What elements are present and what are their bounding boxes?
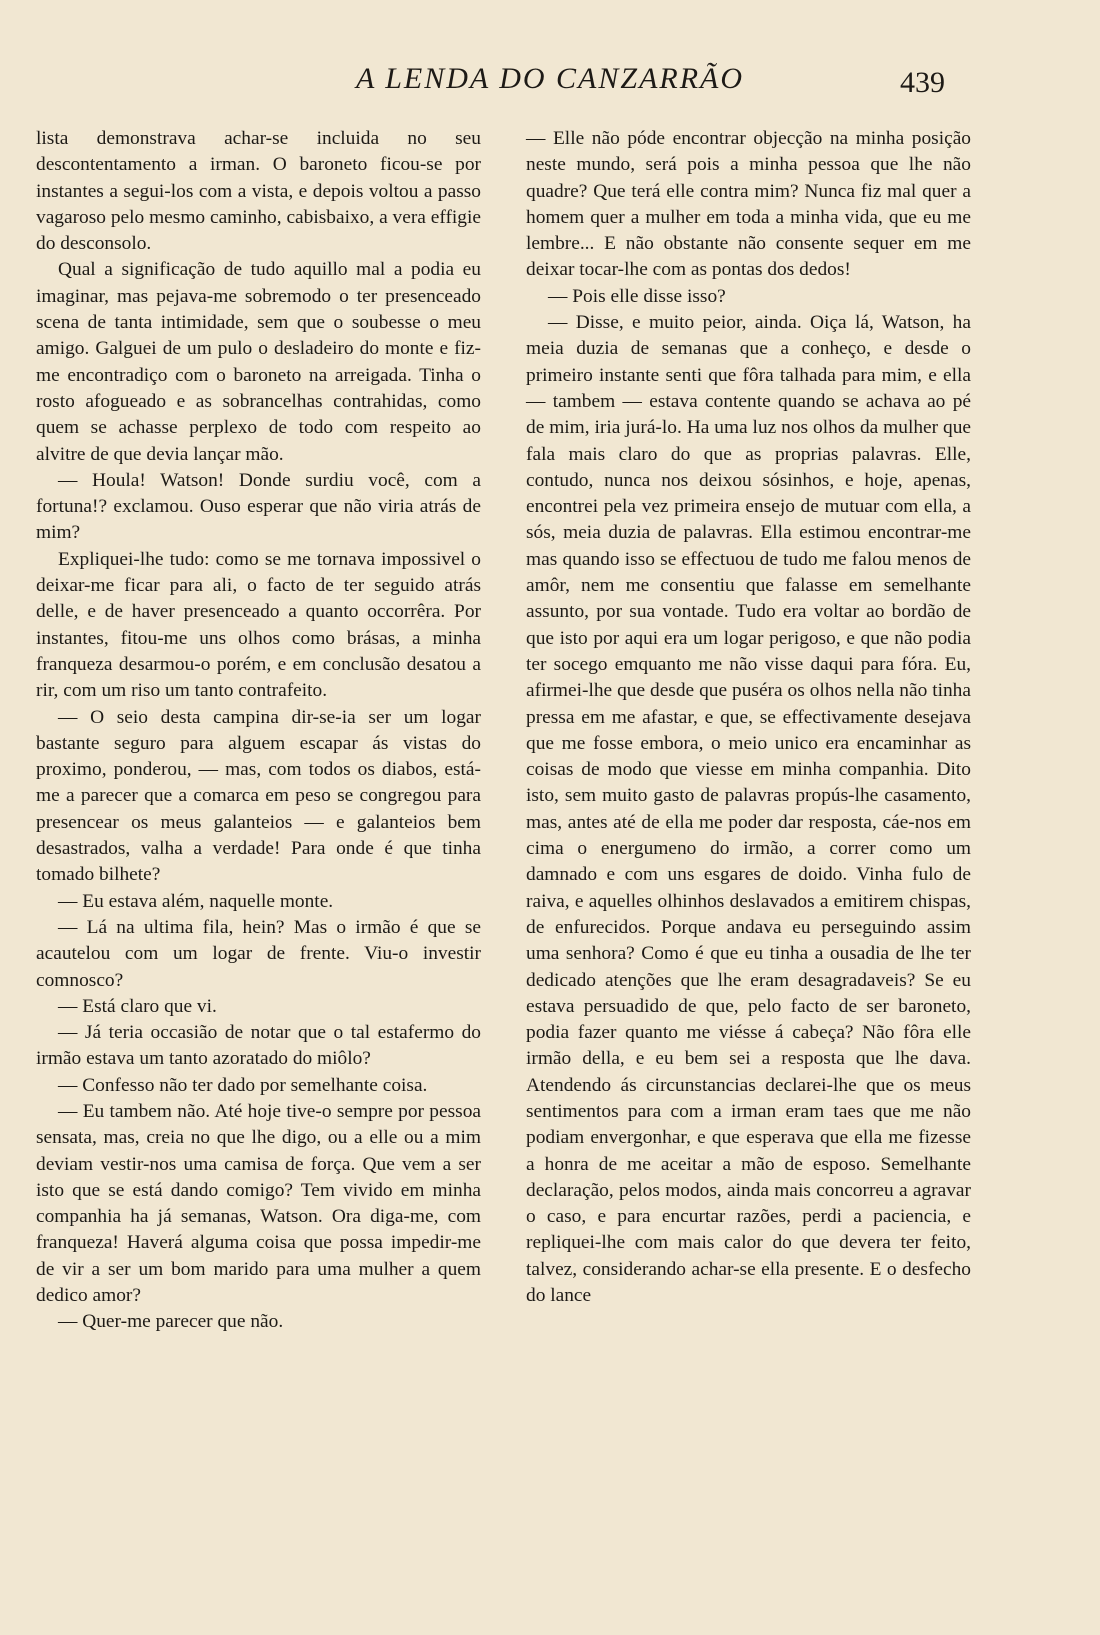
paragraph: lista demonstrava achar-se incluida no seu descontentamento a irman. O baroneto ficou-se por instantes a segui-los com a vista, e depois voltou a passo vagaroso pelo mesmo caminho, cabisbaixo, a vera effigie do desconsolo. — [36, 128, 481, 255]
paragraph: — O seio desta campina dir-se-ia ser um logar bastante seguro para alguem escapar ás vistas do proximo, ponderou, — mas, com todos os diabos, está-me a parecer que a comarca em peso se congregou para presencear os meus galanteios — e galanteios bem desastrados, valha a verdade! Para onde é que tinha tomado bilhete? — [36, 706, 481, 886]
paragraph: Qual a significação de tudo aquillo mal a podia eu imaginar, mas pejava-me sobremodo o ter presenceado scena de tanta intimidade, sem que o soubesse o meu amigo. Galguei de um pulo o desladeiro do monte e fiz-me encontradiço com o baroneto na arreigada. Tinha o rosto afogueado e as sobrancelhas contrahidas, como quem se achasse perplexo de todo com respeito ao alvitre de que devia lançar mão. — [36, 259, 481, 465]
running-title: A LENDA DO CANZARRÃO — [355, 62, 745, 95]
paragraph: Expliquei-lhe tudo: como se me tornava impossivel o deixar-me ficar para ali, o facto de ter seguido atrás delle, e de haver presenceado a quanto occorrêra. Por instantes, fitou-me uns olhos como brásas, a minha franqueza desarmou-o porém, e em conclusão desatou a rir, com um riso um tanto contrafeito. — [36, 548, 481, 702]
paragraph: — Já teria occasião de notar que o tal estafermo do irmão estava um tanto azoratado do miôlo? — [36, 1022, 481, 1070]
paragraph: — Eu tambem não. Até hoje tive-o sempre por pessoa sensata, mas, creia no que lhe digo, ou a elle ou a mim deviam vestir-nos uma camisa de força. Que vem a ser isto que se está dando comigo? Tem vivido em minha companhia ha já semanas, Watson. Ora diga-me, com franqueza! Haverá alguma coisa que possa impedir-me de vir a ser um bom marido para uma mulher a quem dedico amor? — [36, 1100, 481, 1307]
page-number: 439 — [900, 66, 945, 99]
right-column — [526, 126, 971, 1309]
paragraph: — Houla! Watson! Donde surdiu você, com a fortuna!? exclamou. Ouso esperar que não viria atrás de mim? — [36, 469, 481, 544]
paragraph: — Lá na ultima fila, hein? Mas o irmão é que se acautelou com um logar de frente. Viu-o investir comnosco? — [36, 916, 481, 991]
paragraph: — Eu estava além, naquelle monte. — [58, 890, 334, 912]
paragraph: — Disse, e muito peior, ainda. Oiça lá, Watson, ha meia duzia de semanas que a conheço, e desde o primeiro instante senti que fôra talhada para mim, e ella — tambem — estava contente quando se achava ao pé de mim, iria jurá-lo. Ha uma luz nos olhos da mulher que fala mais claro do que as proprias palavras. Elle, contudo, nunca nos deixou sósinhos, e hoje, apenas, encontrei pela vez primeira ensejo de mutuar com ella, a sós, meia duzia de palavras. Ella estimou encontrar-me mas quando isso se effectuou de tudo me falou menos de amôr, nem me consentiu que falasse em semelhante assunto, por sua vontade. Tudo era voltar ao bordão de que isto por aqui era um logar perigoso, e que não podia ter socego emquanto me não visse daqui para fóra. Eu, afirmei-lhe que desde que puséra os olhos nella não tinha pressa em me afastar, e que, se effectivamente desejava que me fosse embora, o meio unico era encaminhar as coisas de modo que viesse em minha companhia. Dito isto, sem muito gasto de palavras propús-lhe casamento, mas, antes até de ella me poder dar resposta, cáe-nos em cima o energumeno do irmão, a correr como um damnado e com uns esgares de doido. Vinha fulo de raiva, e aquelles olhinhos deslavados a emitirem chispas, de enfurecidos. Porque andava eu perseguindo assim uma senhora? Como é que eu tinha a ousadia de lhe ter dedicado atenções que lhe eram desagradaveis? Se eu estava persuadido de que, pelo facto de ser baroneto, podia fazer quanto me viésse á cabeça? Não fôra elle irmão della, e eu bem sei a resposta que lhe dava. Atendendo ás circunstancias declarei-lhe que os meus sentimentos para com a irman eram taes que me não podiam envergonhar, e que esperava que ella me fizesse a honra de me aceitar a mão de esposo. Semelhante declaração, pelos modos, ainda mais concorreu a agravar o caso, e para encurtar razões, perdi a paciencia, e repliquei-lhe com mais calor do que devera ter feito, talvez, considerando achar-se ella presente. E o desfecho do lance — [526, 312, 971, 1307]
paragraph: — Elle não póde encontrar objecção na minha posição neste mundo, será pois a minha pessoa que lhe não quadre? Que terá elle contra mim? Nunca fiz mal quer a homem quer a mulher em toda a minha vida, que eu me lembre... E não obstante não consente sequer em me deixar tocar-lhe com as pontas dos dedos! — [526, 128, 971, 281]
left-column — [36, 126, 481, 1336]
paragraph: — Está claro que vi. — [58, 995, 217, 1017]
paragraph: — Quer-me parecer que não. — [58, 1311, 284, 1333]
paragraph: — Pois elle disse isso? — [548, 285, 726, 307]
paragraph: — Confesso não ter dado por semelhante coisa. — [58, 1074, 428, 1096]
